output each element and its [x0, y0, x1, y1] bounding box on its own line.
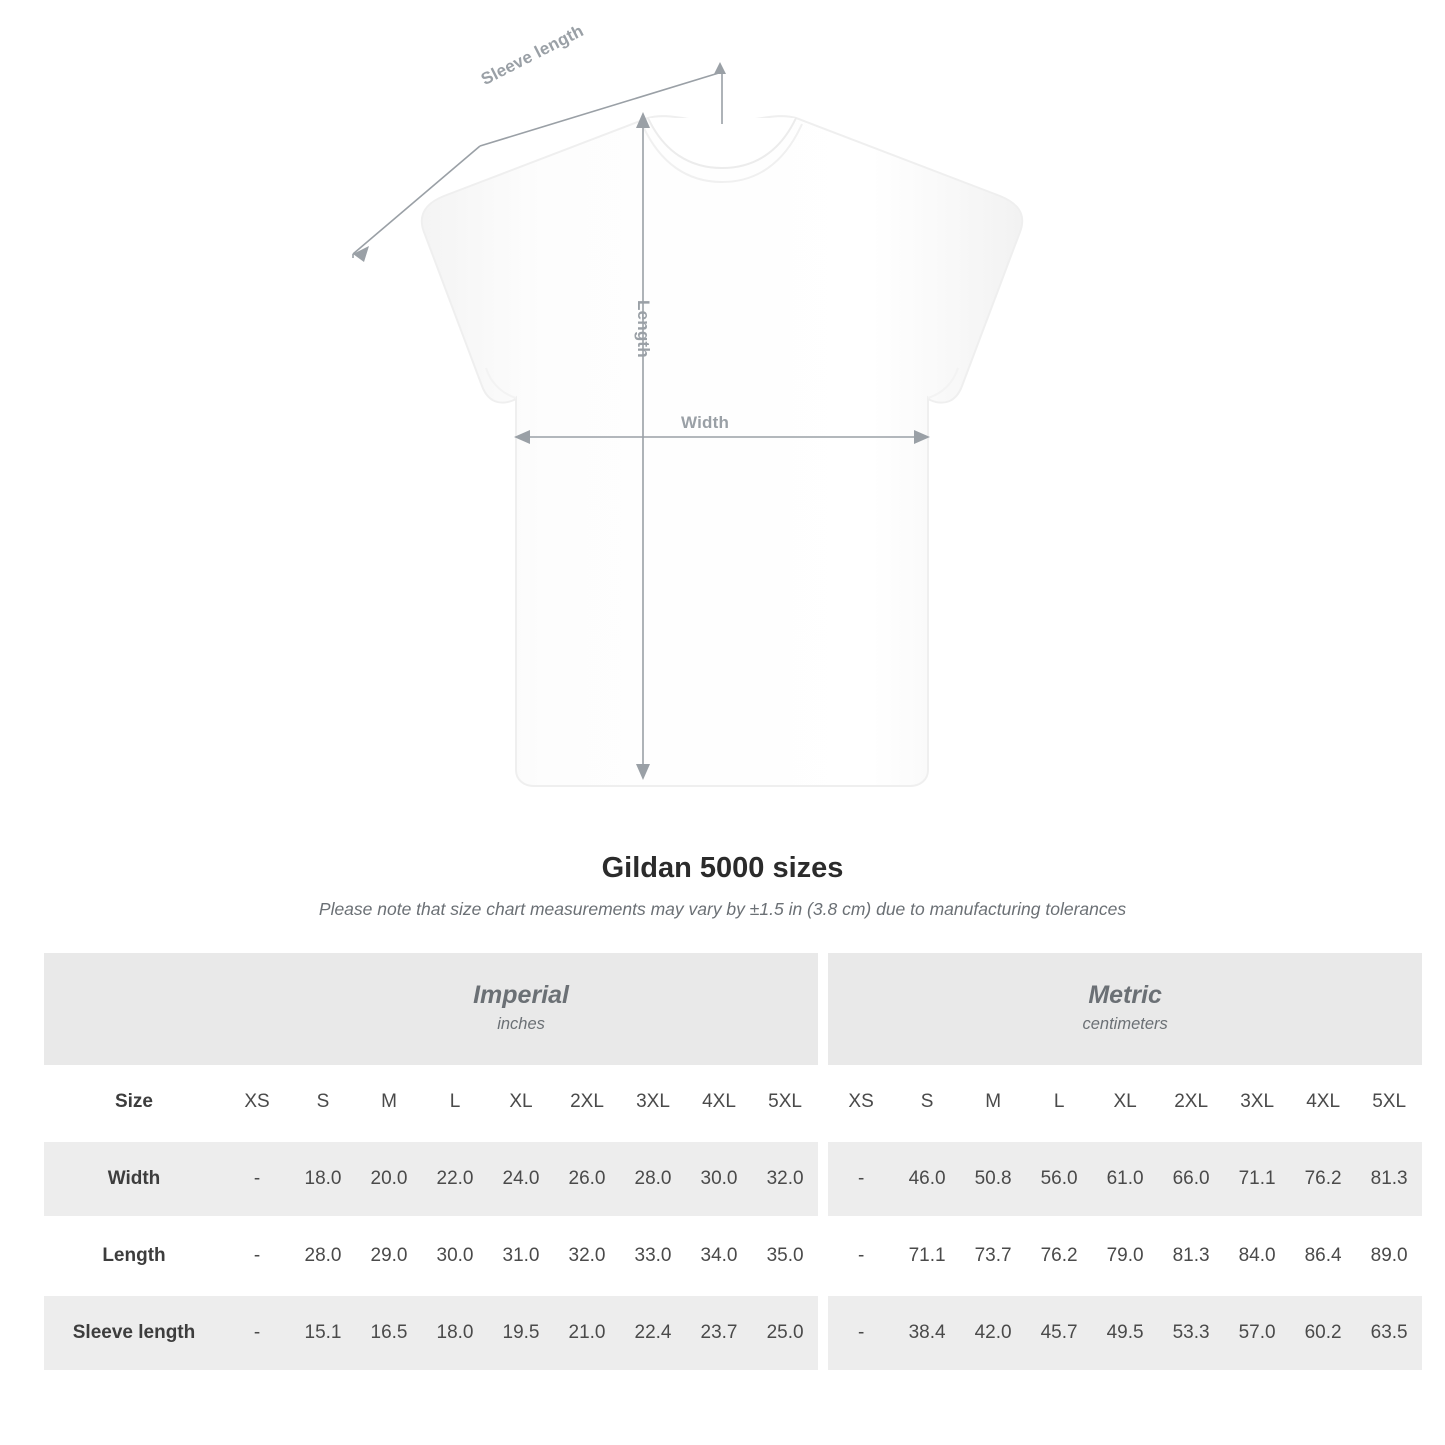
cell-width-imperial-l: 22.0	[422, 1141, 488, 1218]
cell-sleeve-imperial-2xl: 21.0	[554, 1295, 620, 1372]
size-col-imperial-2xl: 2XL	[554, 1065, 620, 1141]
size-col-imperial-xs: XS	[224, 1065, 290, 1141]
page-title: Gildan 5000 sizes	[601, 852, 844, 884]
cell-width-imperial-4xl: 30.0	[686, 1141, 752, 1218]
unit-header-metric	[828, 953, 1422, 1065]
size-col-metric-m: M	[960, 1065, 1026, 1141]
size-chart-table-wrap	[44, 953, 1408, 1373]
cell-width-metric-l: 56.0	[1026, 1141, 1092, 1218]
cell-sleeve-imperial-l: 18.0	[422, 1295, 488, 1372]
size-col-metric-3xl: 3XL	[1224, 1065, 1290, 1141]
cell-width-metric-3xl: 71.1	[1224, 1141, 1290, 1218]
cell-width-metric-5xl: 81.3	[1356, 1141, 1422, 1218]
unit-header-imperial	[224, 953, 818, 1065]
cell-sleeve-imperial-3xl: 22.4	[620, 1295, 686, 1372]
cell-sleeve-metric-4xl: 60.2	[1290, 1295, 1356, 1372]
cell-width-imperial-xl: 24.0	[488, 1141, 554, 1218]
cell-length-imperial-4xl: 34.0	[686, 1218, 752, 1295]
size-col-metric-s: S	[894, 1065, 960, 1141]
dimension-label-sleeve-length: Sleeve length	[478, 21, 587, 89]
unit-metric-name: Metric	[1088, 981, 1162, 1010]
cell-width-imperial-xs: -	[224, 1141, 290, 1218]
cell-length-metric-xs: -	[828, 1218, 894, 1295]
row-label-width: Width	[44, 1141, 224, 1218]
unit-header-row	[44, 953, 1422, 1065]
cell-sleeve-imperial-m: 16.5	[356, 1295, 422, 1372]
size-col-imperial-4xl: 4XL	[686, 1065, 752, 1141]
cell-length-imperial-xl: 31.0	[488, 1218, 554, 1295]
cell-length-imperial-s: 28.0	[290, 1218, 356, 1295]
cell-width-imperial-s: 18.0	[290, 1141, 356, 1218]
cell-width-imperial-5xl: 32.0	[752, 1141, 818, 1218]
column-spacer	[818, 1295, 828, 1372]
cell-length-imperial-3xl: 33.0	[620, 1218, 686, 1295]
row-label-length: Length	[44, 1218, 224, 1295]
cell-length-metric-m: 73.7	[960, 1218, 1026, 1295]
size-col-metric-2xl: 2XL	[1158, 1065, 1224, 1141]
cell-sleeve-metric-l: 45.7	[1026, 1295, 1092, 1372]
size-col-metric-xl: XL	[1092, 1065, 1158, 1141]
cell-sleeve-imperial-5xl: 25.0	[752, 1295, 818, 1372]
row-label-sleeve-length: Sleeve length	[44, 1295, 224, 1372]
cell-sleeve-imperial-4xl: 23.7	[686, 1295, 752, 1372]
column-spacer	[818, 1065, 828, 1141]
cell-width-metric-xl: 61.0	[1092, 1141, 1158, 1218]
cell-width-metric-2xl: 66.0	[1158, 1141, 1224, 1218]
cell-sleeve-metric-xs: -	[828, 1295, 894, 1372]
cell-sleeve-metric-s: 38.4	[894, 1295, 960, 1372]
size-chart-table	[44, 953, 1422, 1373]
title-block	[0, 852, 1445, 920]
size-col-metric-4xl: 4XL	[1290, 1065, 1356, 1141]
size-header-row	[44, 1065, 1422, 1141]
column-spacer	[818, 1218, 828, 1295]
table-row	[44, 1295, 1422, 1372]
cell-length-imperial-xs: -	[224, 1218, 290, 1295]
unit-imperial-name: Imperial	[473, 981, 569, 1010]
cell-width-metric-4xl: 76.2	[1290, 1141, 1356, 1218]
size-col-imperial-m: M	[356, 1065, 422, 1141]
cell-sleeve-imperial-xs: -	[224, 1295, 290, 1372]
cell-length-imperial-5xl: 35.0	[752, 1218, 818, 1295]
dimension-label-length: Length	[634, 300, 653, 358]
size-col-imperial-l: L	[422, 1065, 488, 1141]
table-row	[44, 1218, 1422, 1295]
cell-width-imperial-m: 20.0	[356, 1141, 422, 1218]
cell-sleeve-metric-xl: 49.5	[1092, 1295, 1158, 1372]
cell-length-imperial-2xl: 32.0	[554, 1218, 620, 1295]
cell-sleeve-imperial-s: 15.1	[290, 1295, 356, 1372]
size-col-imperial-s: S	[290, 1065, 356, 1141]
column-spacer	[818, 1141, 828, 1218]
size-col-imperial-3xl: 3XL	[620, 1065, 686, 1141]
cell-length-metric-s: 71.1	[894, 1218, 960, 1295]
column-spacer	[818, 953, 828, 1065]
size-col-imperial-xl: XL	[488, 1065, 554, 1141]
unit-header-blank	[44, 953, 224, 1065]
cell-width-imperial-2xl: 26.0	[554, 1141, 620, 1218]
size-header-label: Size	[44, 1065, 224, 1141]
cell-length-metric-2xl: 81.3	[1158, 1218, 1224, 1295]
cell-length-imperial-l: 30.0	[422, 1218, 488, 1295]
cell-sleeve-metric-m: 42.0	[960, 1295, 1026, 1372]
cell-length-metric-4xl: 86.4	[1290, 1218, 1356, 1295]
dimension-label-width: Width	[681, 413, 730, 432]
cell-length-metric-xl: 79.0	[1092, 1218, 1158, 1295]
cell-length-imperial-m: 29.0	[356, 1218, 422, 1295]
size-col-metric-5xl: 5XL	[1356, 1065, 1422, 1141]
unit-imperial-sub: inches	[497, 1015, 545, 1034]
cell-length-metric-l: 76.2	[1026, 1218, 1092, 1295]
cell-sleeve-imperial-xl: 19.5	[488, 1295, 554, 1372]
cell-sleeve-metric-5xl: 63.5	[1356, 1295, 1422, 1372]
cell-width-metric-s: 46.0	[894, 1141, 960, 1218]
cell-length-metric-5xl: 89.0	[1356, 1218, 1422, 1295]
size-col-metric-xs: XS	[828, 1065, 894, 1141]
cell-width-metric-m: 50.8	[960, 1141, 1026, 1218]
tolerance-note: Please note that size chart measurements may vary by ±1.5 in (3.8 cm) due to manufacturing tolerances	[318, 899, 1127, 919]
cell-width-imperial-3xl: 28.0	[620, 1141, 686, 1218]
cell-sleeve-metric-2xl: 53.3	[1158, 1295, 1224, 1372]
cell-sleeve-metric-3xl: 57.0	[1224, 1295, 1290, 1372]
size-col-imperial-5xl: 5XL	[752, 1065, 818, 1141]
cell-length-metric-3xl: 84.0	[1224, 1218, 1290, 1295]
cell-width-metric-xs: -	[828, 1141, 894, 1218]
size-col-metric-l: L	[1026, 1065, 1092, 1141]
table-row	[44, 1141, 1422, 1218]
unit-metric-sub: centimeters	[1082, 1015, 1168, 1034]
